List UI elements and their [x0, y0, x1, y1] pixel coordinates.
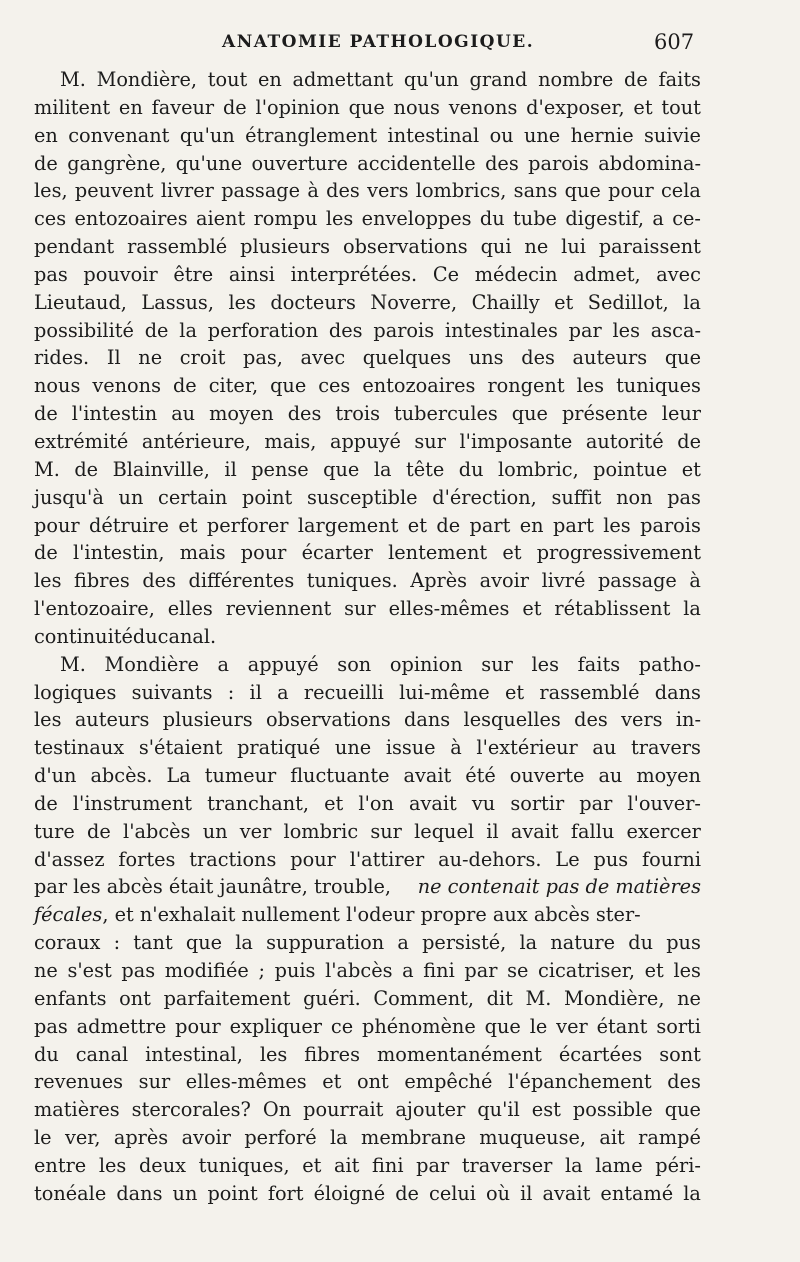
text-line: rides. Il ne croit pas, avec quelques uns des auteurs que	[34, 346, 701, 370]
text-line: enfants ont parfaitement guéri. Comment, dit M. Mondière, ne	[34, 986, 701, 1010]
text-line: militent en faveur de l'opinion que nous venons d'exposer, et tout	[34, 95, 701, 119]
text-line: pas pouvoir être ainsi interprétées. Ce médecin admet, avec	[34, 262, 701, 286]
text-line: tonéale dans un point fort éloigné de celui où il avait entamé la	[34, 1181, 701, 1205]
text-line: extrémité antérieure, mais, appuyé sur l'imposante autorité de	[34, 429, 701, 453]
text-line: revenues sur elles-mêmes et ont empêché l'épanchement des	[34, 1070, 701, 1094]
body-text	[34, 66, 701, 1208]
running-title: ANATOMIE PATHOLOGIQUE.	[222, 32, 535, 52]
text-line: logiques suivants : il a recueilli lui-même et rassemblé dans	[34, 680, 701, 704]
text-line: de l'instrument tranchant, et l'on avait vu sortir par l'ouver-	[34, 791, 701, 815]
text-line: d'un abcès. La tumeur fluctuante avait été ouverte au moyen	[34, 764, 701, 788]
paragraph-2	[34, 651, 701, 1208]
text-line: possibilité de la perforation des parois intestinales par les asca-	[34, 318, 701, 342]
text-line: du canal intestinal, les fibres momentanément écartées sont	[34, 1042, 701, 1066]
text-line: jusqu'à un certain point susceptible d'érection, suffit non pas	[34, 485, 701, 509]
text-line: M. de Blainville, il pense que la tête du lombric, pointue et	[34, 457, 701, 481]
text-line: par les abcès était jaunâtre, trouble, ne contenait pas de matières	[34, 875, 701, 899]
text-line: de l'intestin, mais pour écarter lentement et progressivement	[34, 541, 701, 565]
text-line: les, peuvent livrer passage à des vers lombrics, sans que pour cela	[34, 179, 701, 203]
text-line: nous venons de citer, que ces entozoaires rongent les tuniques	[34, 374, 701, 398]
page-number: 607	[654, 30, 695, 54]
text-line: les auteurs plusieurs observations dans lesquelles des vers in-	[34, 708, 701, 732]
text-line: pendant rassemblé plusieurs observations qui ne lui paraissent	[34, 235, 701, 259]
text-line: les fibres des différentes tuniques. Après avoir livré passage à	[34, 569, 701, 593]
text-line: fécales , et n'exhalait nullement l'odeur propre aux abcès ster-	[34, 903, 641, 927]
text-line: le ver, après avoir perforé la membrane muqueuse, ait rampé	[34, 1126, 701, 1150]
text-line: en convenant qu'un étranglement intestinal ou une hernie suivie	[34, 123, 701, 147]
text-line: M. Mondière, tout en admettant qu'un grand nombre de faits	[60, 68, 701, 91]
text-line: de l'intestin au moyen des trois tubercules que présente leur	[34, 402, 701, 426]
running-head	[36, 30, 696, 58]
text-line: Lieutaud, Lassus, les docteurs Noverre, Chailly et Sedillot, la	[34, 290, 701, 314]
text-line: pour détruire et perforer largement et de part en part les parois	[34, 513, 701, 537]
paragraph-1	[34, 66, 701, 651]
text-line: pas admettre pour expliquer ce phénomène que le ver étant sorti	[34, 1014, 701, 1038]
text-line: de gangrène, qu'une ouverture accidentelle des parois abdomina-	[34, 151, 701, 175]
text-line: ces entozoaires aient rompu les enveloppes du tube digestif, a ce-	[34, 207, 701, 231]
text-line: M. Mondière a appuyé son opinion sur les faits patho-	[60, 652, 701, 676]
text-line: d'assez fortes tractions pour l'attirer au-dehors. Le pus fourni	[34, 847, 701, 871]
text-line: continuité du canal.	[34, 624, 217, 648]
text-line: testinaux s'étaient pratiqué une issue à l'extérieur au travers	[34, 736, 701, 760]
text-line: l'entozoaire, elles reviennent sur elles-mêmes et rétablissent la	[34, 597, 701, 621]
text-line: matières stercorales? On pourrait ajouter qu'il est possible que	[34, 1098, 701, 1122]
text-line: entre les deux tuniques, et ait fini par traverser la lame péri-	[34, 1153, 701, 1177]
text-line: coraux : tant que la suppuration a persisté, la nature du pus	[34, 931, 701, 955]
text-line: ture de l'abcès un ver lombric sur lequel il avait fallu exercer	[34, 819, 701, 843]
text-line: ne s'est pas modifiée ; puis l'abcès a fini par se cicatriser, et les	[34, 959, 701, 982]
